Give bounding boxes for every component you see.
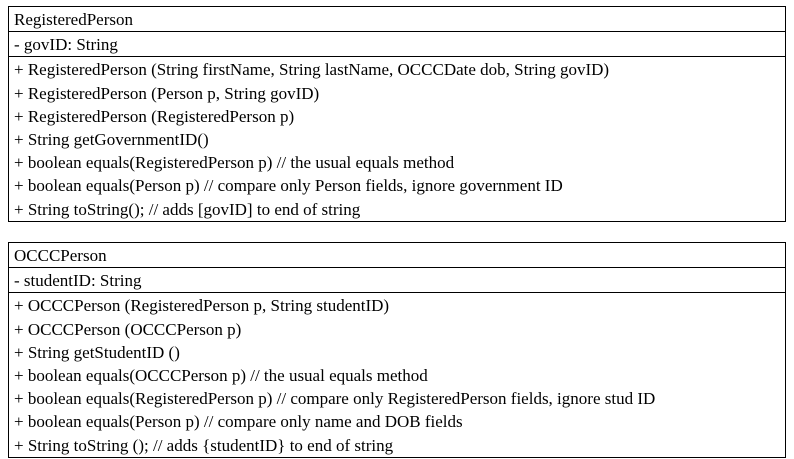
attribute: - govID: String xyxy=(14,35,118,55)
method: + boolean equals(RegisteredPerson p) // the usual equals method xyxy=(14,153,455,173)
class-name: OCCCPerson xyxy=(14,246,107,265)
class-box-registered-person xyxy=(8,6,786,222)
methods-compartment xyxy=(9,292,785,456)
method: + RegisteredPerson (RegisteredPerson p) xyxy=(14,106,295,126)
method: + RegisteredPerson (String firstName, String lastName, OCCCDate dob, String govID) xyxy=(14,60,610,80)
class-name-compartment xyxy=(9,243,785,267)
method: + boolean equals(RegisteredPerson p) // compare only RegisteredPerson fields, ignore stud ID xyxy=(14,389,656,409)
class-box-occc-person xyxy=(8,242,786,458)
method: + boolean equals(Person p) // compare only name and DOB fields xyxy=(14,412,463,432)
class-name: RegisteredPerson xyxy=(14,10,133,29)
method: + OCCCPerson (OCCCPerson p) xyxy=(14,319,242,339)
class-name-compartment xyxy=(9,7,785,31)
method: + String getGovernmentID() xyxy=(14,129,209,149)
method: + String toString (); // adds {studentID} to end of string xyxy=(14,435,394,455)
attribute: - studentID: String xyxy=(14,271,142,291)
method: + String getStudentID () xyxy=(14,342,180,362)
method: + String toString(); // adds [govID] to end of string xyxy=(14,199,361,219)
method: + boolean equals(Person p) // compare only Person fields, ignore government ID xyxy=(14,176,563,196)
method: + OCCCPerson (RegisteredPerson p, String studentID) xyxy=(14,296,390,316)
method: + RegisteredPerson (Person p, String govID) xyxy=(14,83,320,103)
attributes-compartment xyxy=(9,31,785,56)
method: + boolean equals(OCCCPerson p) // the usual equals method xyxy=(14,365,428,385)
attributes-compartment xyxy=(9,267,785,292)
methods-compartment xyxy=(9,56,785,220)
